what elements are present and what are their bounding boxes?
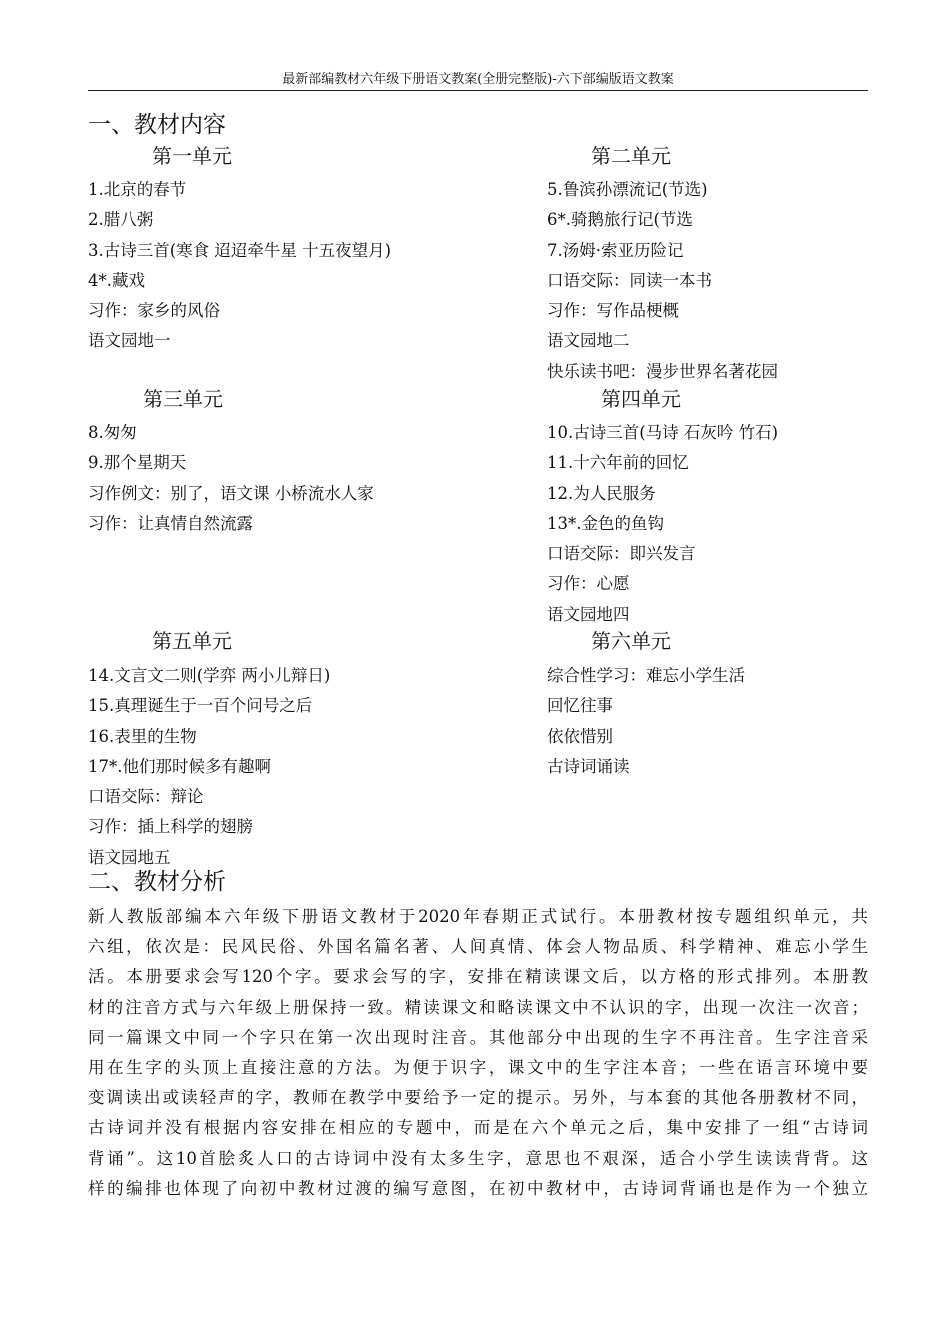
- unit-4-item: 11.十六年前的回忆: [547, 453, 689, 473]
- unit-1-item: 2.腊八粥: [88, 210, 154, 230]
- unit-5-item: 14.文言文二则(学弈 两小儿辩日): [88, 666, 331, 685]
- unit-6-item: 综合性学习：难忘小学生活: [547, 666, 745, 685]
- paragraph-line: 古诗词并没有根据内容安排在相应的专题中，而是在六个单元之后，集中安排了一组“古诗词: [88, 1118, 868, 1138]
- paragraph-line: 样的编排也体现了向初中教材过渡的编写意图，在初中教材中，古诗词背诵也是作为一个独立: [88, 1178, 868, 1198]
- paragraph-line: 同一篇课文中同一个字只在第一次出现时注音。其他部分中出现的生字不再注音。生字注音采: [88, 1027, 868, 1047]
- unit-6-title: 第六单元: [591, 629, 671, 653]
- unit-1-list: [88, 175, 391, 357]
- unit-2-item: 语文园地二: [547, 331, 630, 351]
- unit-4-list: [547, 418, 778, 630]
- paragraph-line: 活。本册要求会写120个字。要求会写的字，安排在精读课文后，以方格的形式排列。本册教: [88, 967, 868, 987]
- unit-2-title: 第二单元: [591, 144, 671, 168]
- unit-3-item: 9.那个星期天: [88, 453, 187, 473]
- unit-3-item: 8.匆匆: [88, 423, 137, 442]
- paragraph-line: 六组，依次是：民风民俗、外国名篇名著、人间真情、体会人物品质、科学精神、难忘小学生: [88, 937, 868, 957]
- unit-4-item: 13*.金色的鱼钩: [547, 513, 664, 533]
- unit-3-item: 习作：让真情自然流露: [88, 513, 253, 533]
- unit-5-item: 口语交际：辩论: [88, 787, 204, 807]
- unit-3-title: 第三单元: [143, 387, 223, 411]
- unit-5-item: 16.表里的生物: [88, 726, 197, 746]
- unit-4-item: 习作：心愿: [547, 574, 630, 594]
- unit-2-item: 口语交际：同读一本书: [547, 270, 712, 290]
- section-heading-analysis: 二、教材分析: [88, 869, 226, 895]
- unit-5-item: 17*.他们那时候多有趣啊: [88, 756, 271, 776]
- paragraph-line: 材的注音方式与六年级上册保持一致。精读课文和略读课文中不认识的字，出现一次注一次音；: [88, 997, 868, 1017]
- unit-3-list: [88, 418, 374, 539]
- paragraph-line: 新人教版部编本六年级下册语文教材于2020年春期正式试行。本册教材按专题组织单元，共: [88, 907, 868, 926]
- unit-4-item: 10.古诗三首(马诗 石灰吟 竹石): [547, 423, 779, 442]
- unit-4-title: 第四单元: [601, 387, 681, 411]
- unit-4-item: 12.为人民服务: [547, 483, 656, 503]
- unit-4-item: 口语交际：即兴发言: [547, 544, 696, 564]
- unit-1-item: 1.北京的春节: [88, 180, 187, 199]
- unit-5-title: 第五单元: [152, 629, 232, 653]
- unit-2-item: 快乐读书吧：漫步世界名著花园: [547, 361, 778, 381]
- paragraph-line: 背诵”。这10首脍炙人口的古诗词中没有太多生字，意思也不艰深，适合小学生读读背背。这: [88, 1148, 868, 1168]
- unit-1-title: 第一单元: [152, 144, 232, 168]
- unit-2-item: 习作：写作品梗概: [547, 301, 679, 321]
- unit-1-item: 习作：家乡的风俗: [88, 301, 220, 321]
- unit-2-item: 5.鲁滨孙漂流记(节选): [547, 180, 708, 199]
- unit-2-item: 6*.骑鹅旅行记(节选: [547, 210, 693, 230]
- unit-3-item: 习作例文：别了，语文课 小桥流水人家: [88, 483, 374, 503]
- unit-2-item: 7.汤姆·索亚历险记: [547, 240, 684, 260]
- unit-1-item: 4*.藏戏: [88, 270, 145, 290]
- unit-6-item: 回忆往事: [547, 696, 613, 716]
- unit-4-item: 语文园地四: [547, 604, 630, 624]
- unit-6-item: 依依惜别: [547, 726, 613, 746]
- analysis-paragraph: [88, 902, 868, 1204]
- unit-2-list: [547, 175, 778, 387]
- unit-1-item: 3.古诗三首(寒食 迢迢牵牛星 十五夜望月): [88, 240, 392, 260]
- unit-5-item: 语文园地五: [88, 847, 171, 867]
- running-header: 最新部编教材六年级下册语文教案(全册完整版)-六下部编版语文教案: [88, 70, 868, 91]
- unit-6-item: 古诗词诵读: [547, 756, 630, 776]
- unit-6-list: [547, 661, 745, 782]
- paragraph-line: 变调读出或读轻声的字，教师在教学中要给予一定的提示。另外，与本套的其他各册教材不同，: [88, 1088, 868, 1108]
- unit-5-list: [88, 661, 330, 873]
- section-heading-content: 一、教材内容: [88, 112, 226, 138]
- unit-5-item: 习作：插上科学的翅膀: [88, 817, 253, 837]
- unit-1-item: 语文园地一: [88, 331, 171, 351]
- unit-5-item: 15.真理诞生于一百个问号之后: [88, 696, 313, 716]
- paragraph-line: 用在生字的头顶上直接注意的方法。为便于识字，课文中的生字注本音；一些在语言环境中要: [88, 1057, 868, 1077]
